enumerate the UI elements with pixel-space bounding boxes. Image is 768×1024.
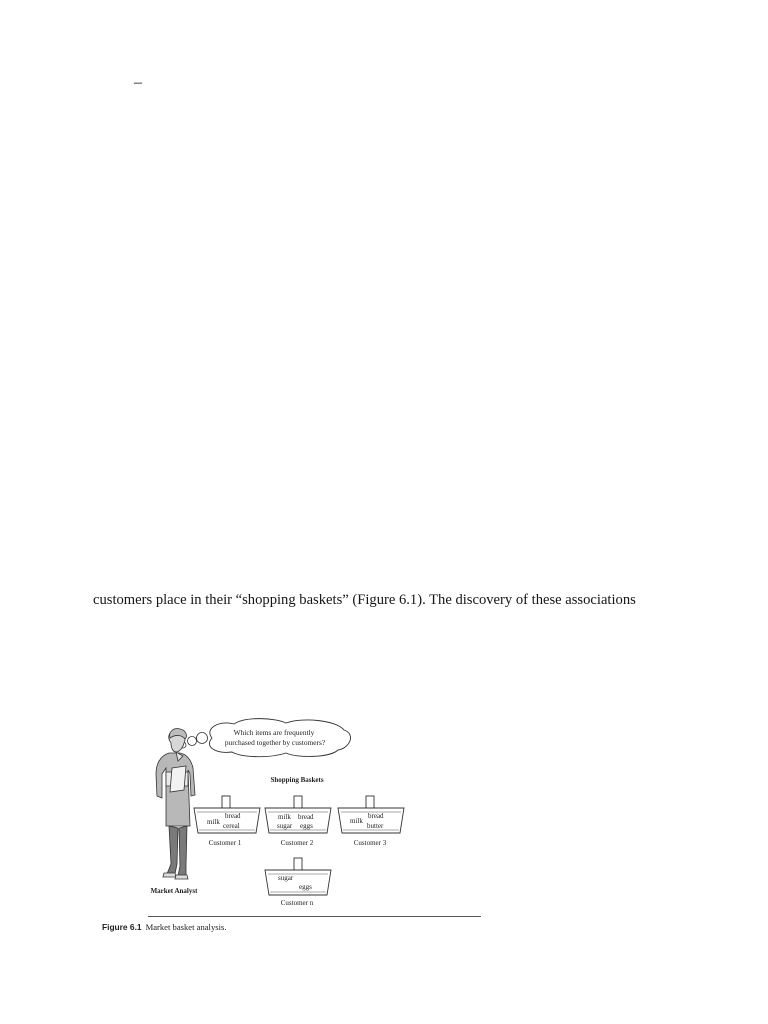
basket-item: bread bbox=[298, 813, 314, 821]
analyst-right-leg bbox=[178, 826, 187, 876]
basket-item: eggs bbox=[300, 822, 313, 830]
stray-dash: – bbox=[134, 74, 142, 91]
thought-bubble bbox=[180, 719, 351, 757]
thought-dot-medium bbox=[188, 737, 197, 746]
customer-label: Customer 1 bbox=[208, 839, 242, 847]
shopping-baskets-heading: Shopping Baskets bbox=[270, 776, 324, 784]
basket-item: bread bbox=[368, 812, 384, 820]
figure-illustration bbox=[100, 716, 490, 916]
basket-handle bbox=[222, 796, 230, 808]
basket-item: cereal bbox=[223, 822, 240, 830]
basket-item: sugar bbox=[278, 874, 294, 882]
basket-item: eggs bbox=[299, 883, 312, 891]
analyst-label: Market Analyst bbox=[150, 887, 198, 895]
customer-label: Customer 3 bbox=[353, 839, 387, 847]
basket-item: milk bbox=[207, 818, 220, 826]
basket-item: butter bbox=[367, 822, 384, 830]
analyst-right-shoe bbox=[175, 875, 188, 879]
basket-item: bread bbox=[225, 812, 241, 820]
customer-label: Customer n bbox=[280, 899, 314, 907]
analyst-notebook bbox=[170, 766, 186, 792]
basket-customer-3 bbox=[338, 796, 404, 833]
basket-handle bbox=[294, 796, 302, 808]
figure-rule bbox=[148, 916, 481, 917]
market-analyst-illustration bbox=[156, 729, 195, 879]
body-text-line: customers place in their “shopping baskets” (Figure 6.1). The discovery of these associations bbox=[93, 592, 636, 608]
figure-number: Figure 6.1 bbox=[102, 922, 142, 932]
basket-customer-1 bbox=[194, 796, 260, 833]
customer-label: Customer 2 bbox=[280, 839, 314, 847]
basket-item: sugar bbox=[277, 822, 293, 830]
figure-market-basket bbox=[100, 716, 490, 936]
basket-customer-2 bbox=[265, 796, 331, 833]
figure-caption bbox=[102, 922, 226, 932]
basket-handle bbox=[294, 858, 302, 870]
analyst-left-shoe bbox=[163, 873, 176, 877]
analyst-left-leg bbox=[167, 826, 178, 874]
thought-line-1: Which items are frequently bbox=[233, 728, 315, 737]
basket-item: milk bbox=[278, 813, 291, 821]
figure-caption-text: Market basket analysis. bbox=[145, 922, 227, 932]
basket-handle bbox=[366, 796, 374, 808]
thought-dot-large bbox=[197, 733, 208, 744]
basket-item: milk bbox=[350, 817, 363, 825]
basket-customer-n bbox=[265, 858, 331, 895]
thought-line-2: purchased together by customers? bbox=[224, 738, 326, 747]
